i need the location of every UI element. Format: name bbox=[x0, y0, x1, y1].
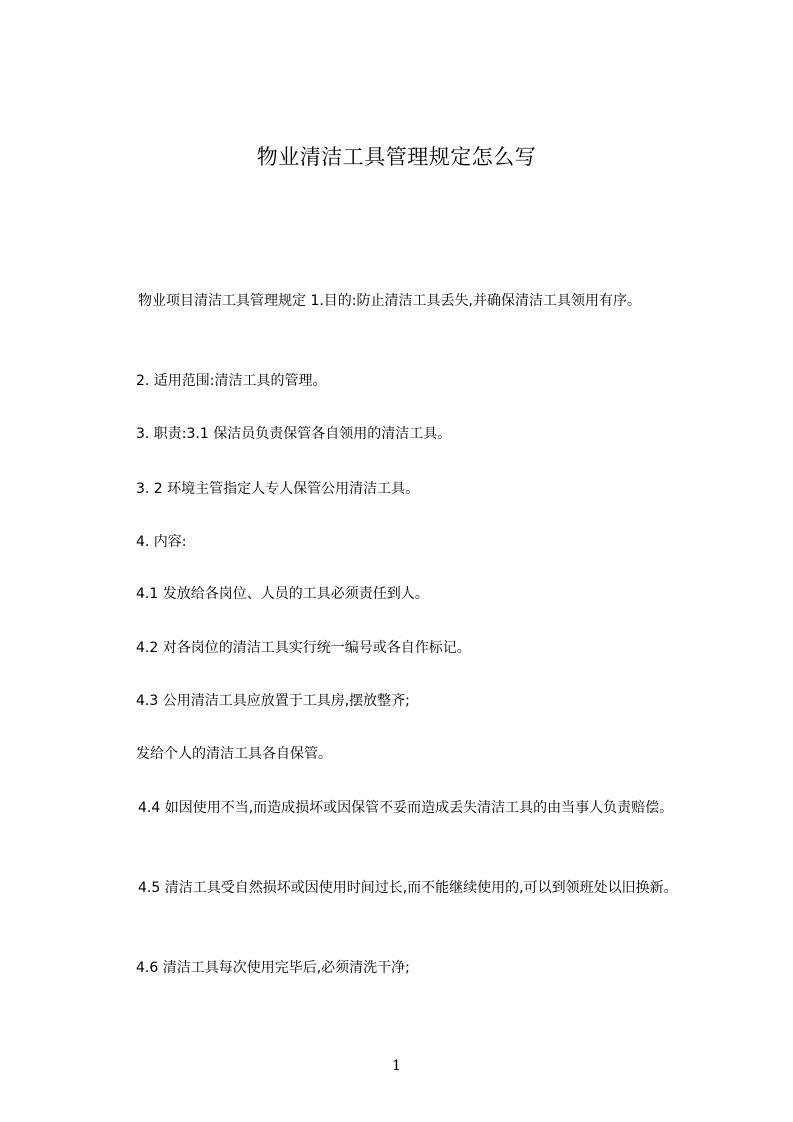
paragraph-scope: 2. 适用范围:清洁工具的管理。 bbox=[136, 373, 327, 389]
paragraph-content-4-2: 4.2 对各岗位的清洁工具实行统一编号或各自作标记。 bbox=[136, 640, 471, 656]
paragraph-responsibility-3-1: 3. 职责:3.1 保洁员负责保管各自领用的清洁工具。 bbox=[136, 426, 452, 442]
paragraph-personal-storage: 发给个人的清洁工具各自保管。 bbox=[136, 746, 332, 762]
page-number: 1 bbox=[392, 1058, 401, 1074]
paragraph-content-4-3: 4.3 公用清洁工具应放置于工具房,摆放整齐; bbox=[136, 693, 410, 709]
paragraph-content-4-5: 4.5 清洁工具受自然损坏或因使用时间过长,而不能继续使用的,可以到领班处以旧换新。 bbox=[138, 880, 678, 896]
paragraph-purpose: 物业项目清洁工具管理规定 1.目的:防止清洁工具丢失,并确保清洁工具领用有序。 bbox=[138, 293, 641, 309]
paragraph-content-4-4: 4.4 如因使用不当,而造成损坏或因保管不妥而造成丢失清洁工具的由当事人负责赔偿。 bbox=[138, 800, 674, 816]
document-title: 物业清洁工具管理规定怎么写 bbox=[256, 145, 537, 169]
paragraph-content-4-1: 4.1 发放给各岗位、人员的工具必须责任到人。 bbox=[136, 586, 429, 602]
paragraph-content-4-6: 4.6 清洁工具每次使用完毕后,必须清洗干净; bbox=[136, 960, 410, 976]
paragraph-content-heading: 4. 内容: bbox=[136, 534, 187, 550]
paragraph-responsibility-3-2: 3. 2 环境主管指定人专人保管公用清洁工具。 bbox=[136, 481, 420, 497]
